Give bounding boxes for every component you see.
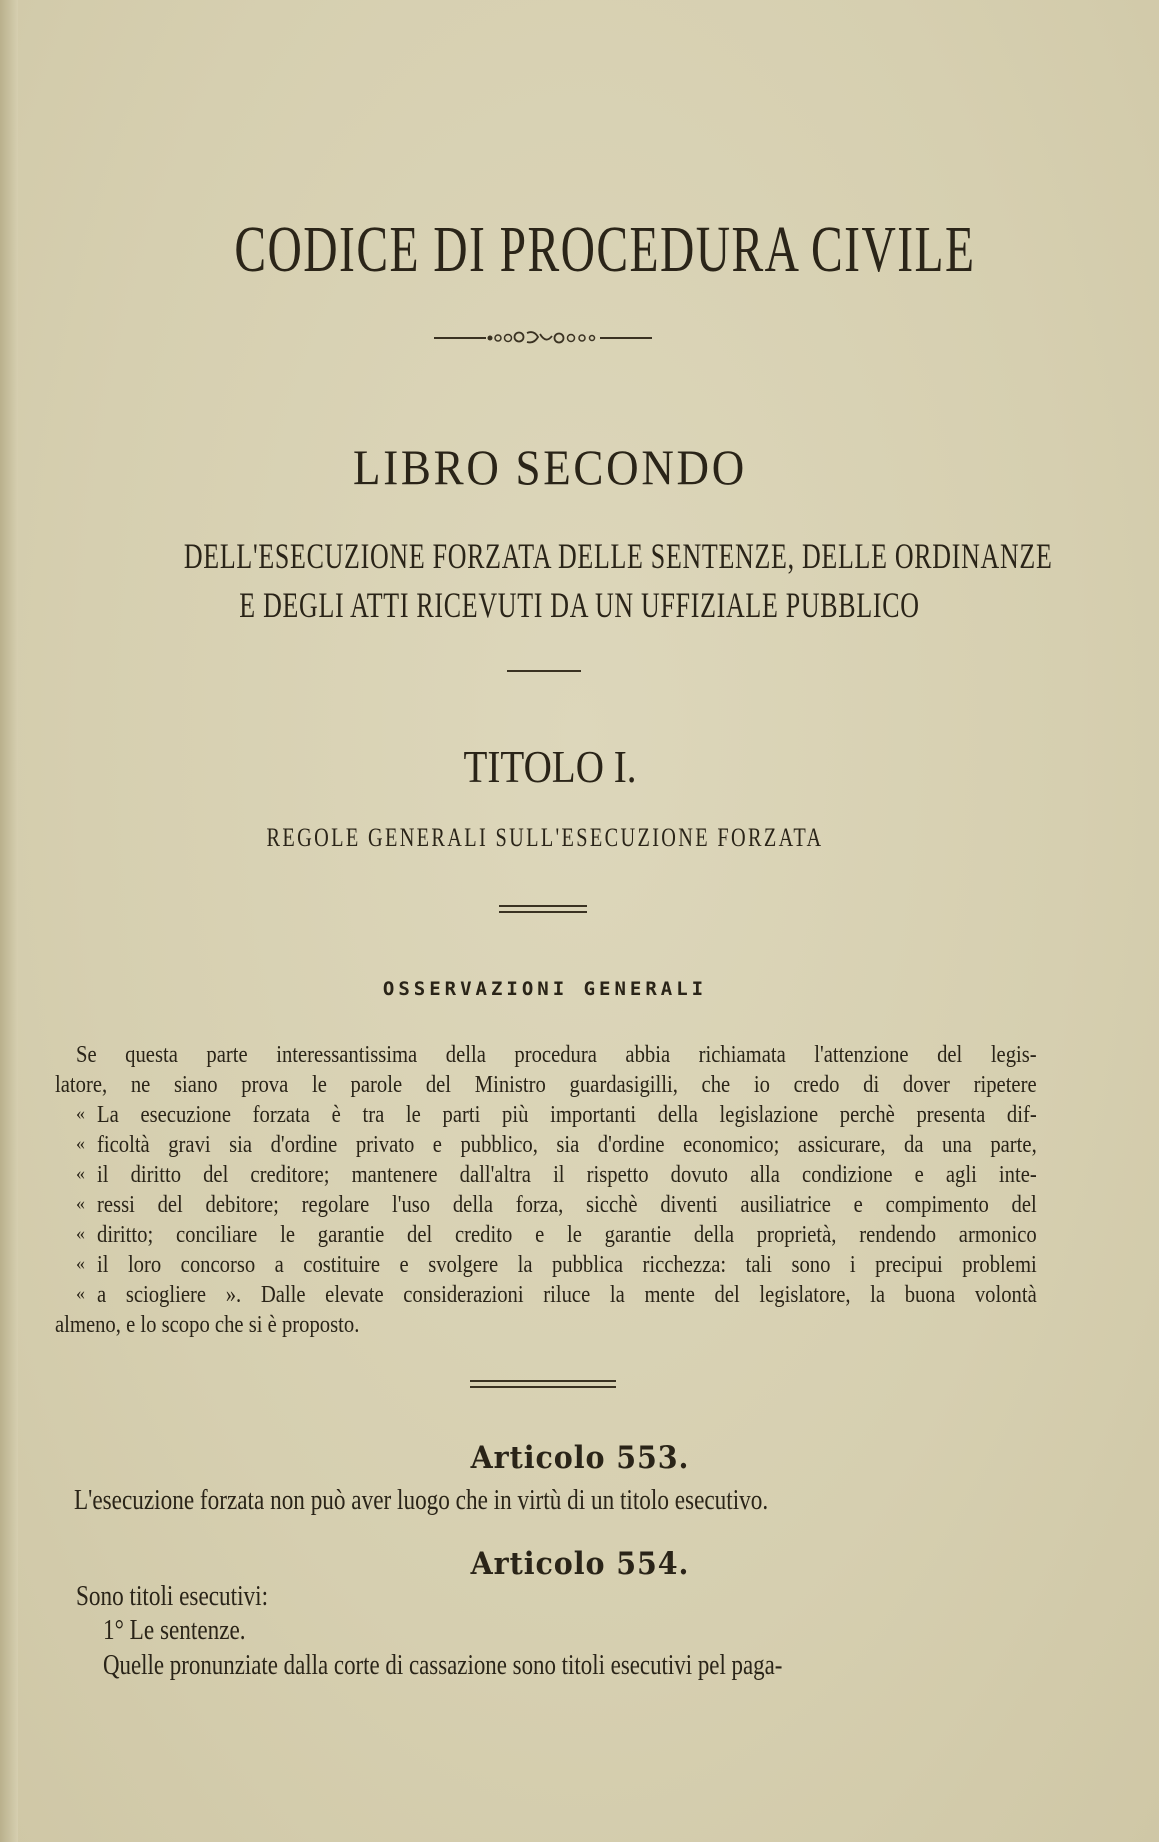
paragraph-line: il loro concorso a costituire e svolgere la pubblica ricchezza: tali sono i precipui problemi (97, 1252, 1037, 1278)
article-553-text: L'esecuzione forzata non può aver luogo che in virtù di un titolo esecutivo. (74, 1484, 769, 1516)
double-rule-bottom (470, 1386, 616, 1388)
short-rule-divider (507, 670, 581, 672)
quote-mark: « (76, 1193, 85, 1213)
paragraph-line: Se questa parte interessantissima della procedura abbia richiamata l'attenzione del legis- (76, 1042, 1037, 1068)
quote-mark: « (76, 1133, 85, 1153)
book-subtitle-line: E DEGLI ATTI RICEVUTI DA UN UFFIZIALE PUBBLICO (239, 585, 920, 625)
paragraph-line: ressi del debitore; regolare l'uso della forza, sicchè diventi ausiliatrice e compimento del (97, 1192, 1037, 1218)
quote-mark: « (76, 1253, 85, 1273)
article-553-heading: Articolo 553. (470, 1440, 690, 1476)
article-554-item: 1° Le sentenze. (103, 1614, 246, 1646)
article-554-heading: Articolo 554. (470, 1546, 690, 1582)
observations-heading: OSSERVAZIONI GENERALI (382, 978, 708, 1000)
quote-mark: « (76, 1103, 85, 1123)
double-rule-top (470, 1380, 616, 1382)
paragraph-line: La esecuzione forzata è tra le parti più importanti della legislazione perchè presenta dif- (97, 1102, 1037, 1128)
paragraph-line: a sciogliere ». Dalle elevate considerazioni riluce la mente del legislatore, la buona volontà (97, 1282, 1037, 1308)
page-title: CODICE DI PROCEDURA CIVILE (234, 213, 976, 286)
paragraph-line: latore, ne siano prova le parole del Ministro guardasigilli, che io credo di dover ripetere (55, 1072, 1037, 1098)
article-554-intro: Sono titoli esecutivi: (76, 1580, 269, 1612)
quote-mark: « (76, 1283, 85, 1303)
quote-mark: « (76, 1223, 85, 1243)
double-rule-bottom (499, 911, 587, 913)
page-binding-edge (0, 0, 18, 1842)
book-heading: LIBRO SECONDO (353, 439, 747, 495)
double-rule-top (499, 905, 587, 907)
paragraph-line: il diritto del creditore; mantenere dall'altra il rispetto dovuto alla condizione e agli inte- (97, 1162, 1037, 1188)
article-554-text: Quelle pronunziate dalla corte di cassazione sono titoli esecutivi pel paga- (103, 1649, 783, 1681)
paragraph-line: almeno, e lo scopo che si è proposto. (55, 1312, 360, 1338)
paragraph-line: ficoltà gravi sia d'ordine privato e pubblico, sia d'ordine economico; assicurare, da una parte, (97, 1132, 1037, 1158)
ornament-divider-icon (434, 328, 652, 348)
title-heading: TITOLO I. (463, 741, 637, 792)
paragraph-line: diritto; conciliare le garantie del credito e le garantie della proprietà, rendendo armonico (97, 1222, 1037, 1248)
quote-mark: « (76, 1163, 85, 1183)
title-subtitle: REGOLE GENERALI SULL'ESECUZIONE FORZATA (266, 823, 824, 852)
book-subtitle-line: DELL'ESECUZIONE FORZATA DELLE SENTENZE, DELLE ORDINANZE (183, 536, 1053, 576)
